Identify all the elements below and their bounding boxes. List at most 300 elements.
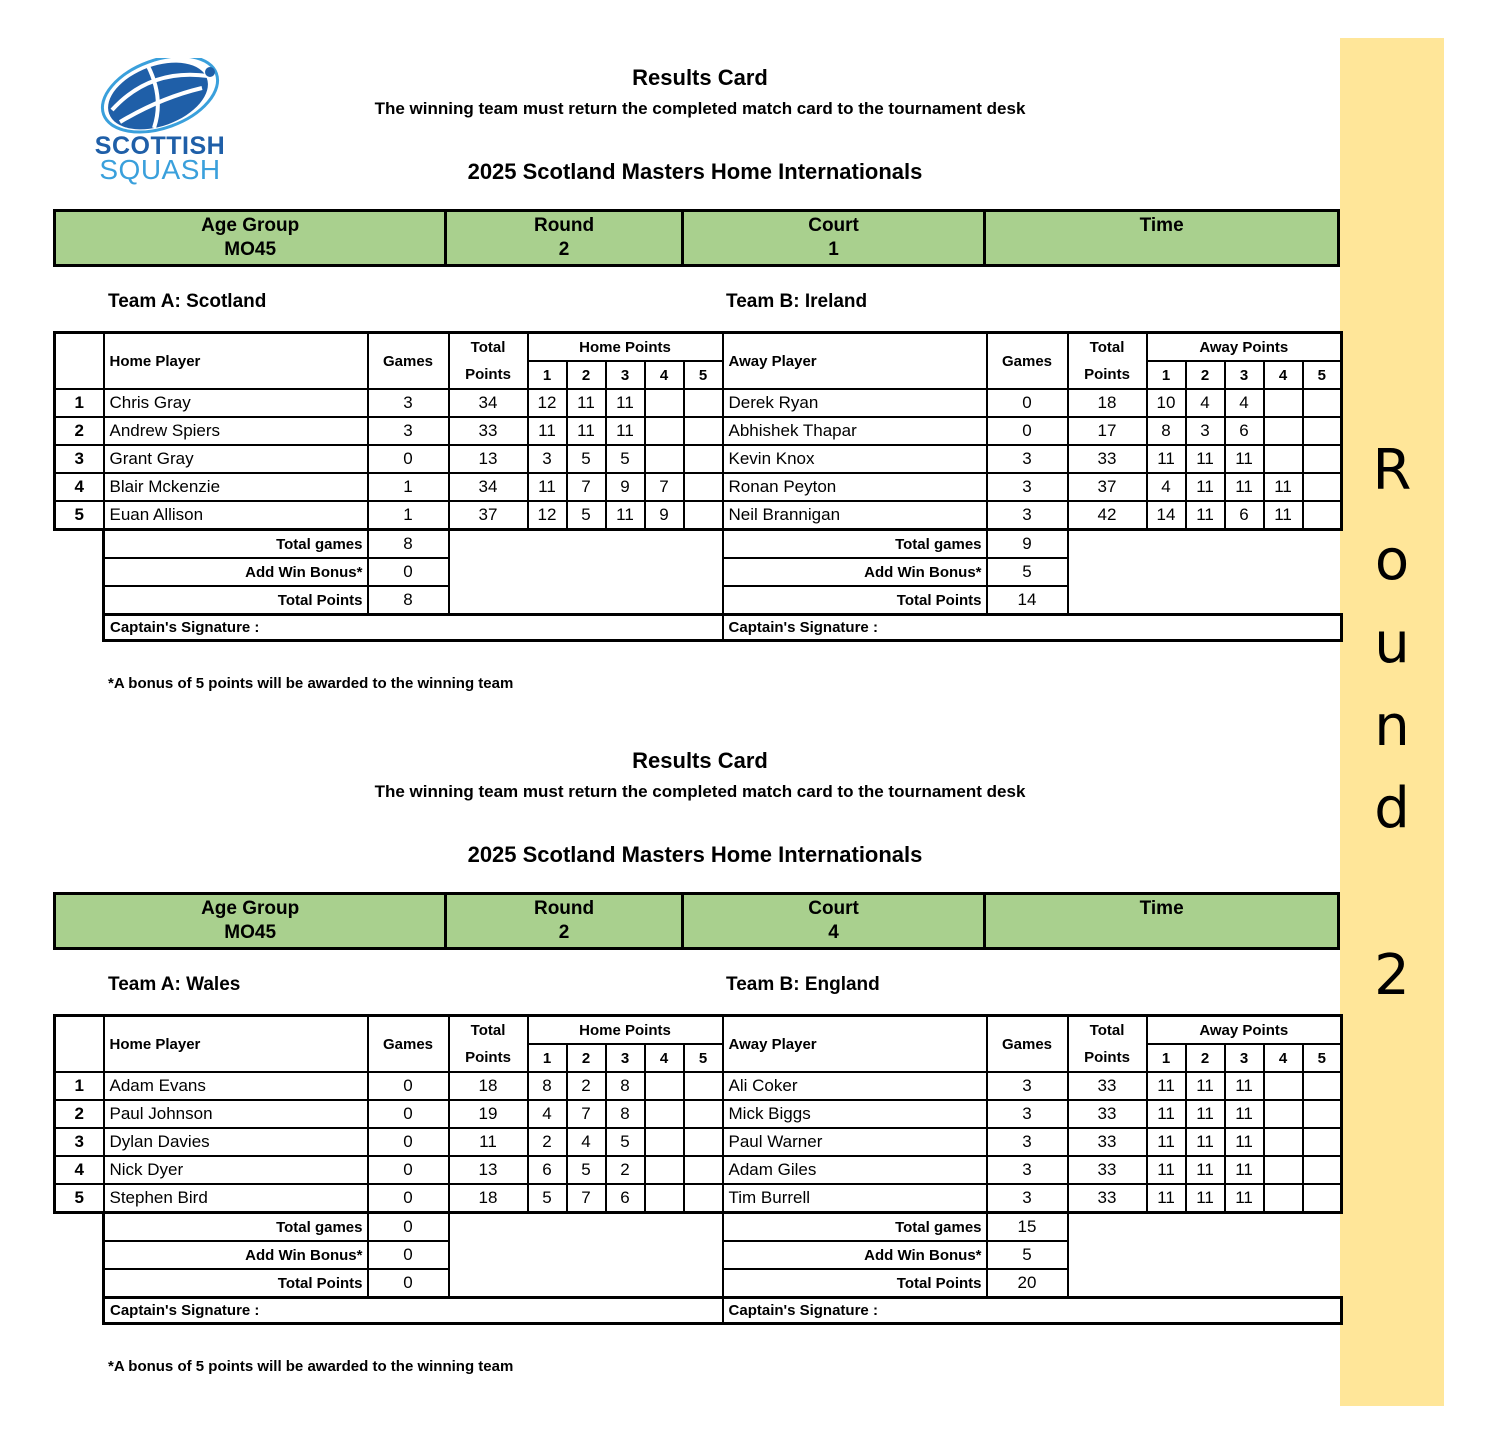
home-total-points: 33 xyxy=(449,417,528,445)
match-info-bar xyxy=(53,892,1340,950)
card-title: Results Card xyxy=(632,748,768,773)
game-number-header: 4 xyxy=(645,1044,684,1072)
home-game-score xyxy=(645,1156,684,1184)
row-index-header xyxy=(55,333,104,390)
total-header: Total xyxy=(449,1016,528,1045)
row-number: 3 xyxy=(55,1128,104,1156)
away-games: 0 xyxy=(987,417,1068,445)
away-game-score xyxy=(1303,1156,1342,1184)
table-row xyxy=(55,389,1342,417)
home-total-points: 13 xyxy=(449,1156,528,1184)
logo-line2: SQUASH xyxy=(99,154,221,185)
away-player-header: Away Player xyxy=(723,1016,987,1073)
game-number-header: 1 xyxy=(1147,1044,1186,1072)
away-game-score xyxy=(1264,417,1303,445)
banner-letter: R xyxy=(1372,438,1412,503)
away-game-score xyxy=(1303,389,1342,417)
game-number-header: 5 xyxy=(1303,1044,1342,1072)
home-points-header: Home Points xyxy=(528,1016,723,1045)
home-player-name: Blair Mckenzie xyxy=(104,473,368,501)
banner-letter: o xyxy=(1374,528,1410,593)
away-total-points: 42 xyxy=(1068,501,1147,530)
home-game-score xyxy=(684,501,723,530)
home-total-points: 34 xyxy=(449,473,528,501)
home-game-score xyxy=(684,473,723,501)
results-table xyxy=(53,1014,1343,1325)
points-header: Points xyxy=(1068,1044,1147,1072)
card-subtitle: The winning team must return the completed match card to the tournament desk xyxy=(374,99,1026,118)
away-player-name: Mick Biggs xyxy=(723,1100,987,1128)
away-games: 3 xyxy=(987,473,1068,501)
game-number-header: 2 xyxy=(1186,361,1225,389)
home-game-score: 8 xyxy=(606,1100,645,1128)
home-games: 0 xyxy=(368,445,449,473)
game-number-header: 3 xyxy=(1225,361,1264,389)
home-games: 0 xyxy=(368,1156,449,1184)
away-game-score xyxy=(1303,1072,1342,1100)
away-game-score xyxy=(1264,1128,1303,1156)
away-player-name: Ronan Peyton xyxy=(723,473,987,501)
total-points-label: Total Points xyxy=(723,586,987,615)
away-game-score xyxy=(1303,501,1342,530)
table-row xyxy=(55,1156,1342,1184)
home-games: 3 xyxy=(368,389,449,417)
team-a-label: Team A: Scotland xyxy=(108,291,267,312)
away-game-score: 6 xyxy=(1225,501,1264,530)
banner-letter: u xyxy=(1374,611,1410,676)
away-game-score: 11 xyxy=(1147,1128,1186,1156)
row-number: 2 xyxy=(55,417,104,445)
info-label: Time xyxy=(1139,898,1184,919)
home-game-score: 5 xyxy=(528,1184,567,1213)
away-games: 3 xyxy=(987,1100,1068,1128)
win-bonus-label: Add Win Bonus* xyxy=(104,1241,368,1269)
away-games: 3 xyxy=(987,1072,1068,1100)
away-player-name: Paul Warner xyxy=(723,1128,987,1156)
away-game-score xyxy=(1264,1072,1303,1100)
info-round xyxy=(446,211,683,266)
away-game-score: 11 xyxy=(1225,1100,1264,1128)
total-games-label: Total games xyxy=(104,1213,368,1242)
info-time xyxy=(985,211,1339,266)
away-player-name: Tim Burrell xyxy=(723,1184,987,1213)
away-game-score xyxy=(1303,1100,1342,1128)
away-game-score xyxy=(1264,1156,1303,1184)
row-index-header xyxy=(55,1016,104,1073)
points-header: Points xyxy=(1068,361,1147,389)
squash-ball-icon xyxy=(90,58,230,138)
banner-letter: n xyxy=(1374,694,1410,759)
home-player-name: Andrew Spiers xyxy=(104,417,368,445)
home-game-score: 6 xyxy=(606,1184,645,1213)
home-game-score: 11 xyxy=(567,417,606,445)
away-game-score xyxy=(1264,1184,1303,1213)
info-value: 1 xyxy=(828,239,839,260)
home-game-score: 9 xyxy=(645,501,684,530)
win-bonus-label: Add Win Bonus* xyxy=(723,558,987,586)
away-total-points: 37 xyxy=(1068,473,1147,501)
info-age-group xyxy=(55,211,446,266)
home-game-score xyxy=(645,1128,684,1156)
info-court xyxy=(682,211,984,266)
home-games: 3 xyxy=(368,417,449,445)
win-bonus-label: Add Win Bonus* xyxy=(723,1241,987,1269)
away-game-score xyxy=(1264,1100,1303,1128)
signature-row xyxy=(55,1298,1342,1324)
info-label: Court xyxy=(808,215,859,236)
game-number-header: 1 xyxy=(528,361,567,389)
away-captain-signature[interactable]: Captain's Signature : xyxy=(723,1298,1342,1324)
away-game-score: 11 xyxy=(1225,445,1264,473)
game-number-header: 5 xyxy=(1303,361,1342,389)
away-game-score: 4 xyxy=(1147,473,1186,501)
home-game-score: 11 xyxy=(528,417,567,445)
scottish-squash-logo xyxy=(90,58,230,188)
home-game-score: 5 xyxy=(567,445,606,473)
games-header: Games xyxy=(987,333,1068,390)
away-game-score: 11 xyxy=(1225,1128,1264,1156)
info-court xyxy=(682,894,984,949)
away-game-score: 11 xyxy=(1186,1072,1225,1100)
home-game-score xyxy=(645,1184,684,1213)
home-game-score: 7 xyxy=(645,473,684,501)
home-player-name: Stephen Bird xyxy=(104,1184,368,1213)
home-total-games-value: 8 xyxy=(368,530,449,559)
home-player-name: Chris Gray xyxy=(104,389,368,417)
team-b-label: Team B: Ireland xyxy=(726,291,868,312)
game-number-header: 1 xyxy=(528,1044,567,1072)
away-game-score: 11 xyxy=(1186,445,1225,473)
home-total-points: 18 xyxy=(449,1184,528,1213)
home-game-score: 11 xyxy=(606,501,645,530)
info-round xyxy=(446,894,683,949)
home-player-name: Dylan Davies xyxy=(104,1128,368,1156)
bonus-note: *A bonus of 5 points will be awarded to the winning team xyxy=(108,675,514,692)
away-games: 3 xyxy=(987,501,1068,530)
match-info-bar xyxy=(53,209,1340,267)
game-number-header: 3 xyxy=(606,361,645,389)
home-win-bonus-value: 0 xyxy=(368,558,449,586)
home-total-points: 13 xyxy=(449,445,528,473)
away-player-header: Away Player xyxy=(723,333,987,390)
home-game-score: 5 xyxy=(606,1128,645,1156)
home-game-score: 12 xyxy=(528,501,567,530)
game-number-header: 2 xyxy=(567,361,606,389)
away-points-header: Away Points xyxy=(1147,333,1342,362)
away-game-score: 11 xyxy=(1186,501,1225,530)
row-number: 2 xyxy=(55,1100,104,1128)
info-label: Court xyxy=(808,898,859,919)
home-game-score: 2 xyxy=(528,1128,567,1156)
team-b-label: Team B: England xyxy=(726,974,880,995)
total-games-label: Total games xyxy=(104,530,368,559)
home-total-points: 34 xyxy=(449,389,528,417)
home-player-name: Euan Allison xyxy=(104,501,368,530)
home-game-score: 5 xyxy=(567,501,606,530)
away-total-points: 33 xyxy=(1068,1100,1147,1128)
home-game-score xyxy=(684,417,723,445)
away-total-games-value: 15 xyxy=(987,1213,1068,1242)
event-title: 2025 Scotland Masters Home Internationals xyxy=(467,842,923,867)
info-time xyxy=(985,894,1339,949)
home-game-score: 7 xyxy=(567,473,606,501)
games-header: Games xyxy=(368,333,449,390)
points-header: Points xyxy=(449,361,528,389)
away-points-header: Away Points xyxy=(1147,1016,1342,1045)
away-game-score xyxy=(1303,1128,1342,1156)
round-banner xyxy=(1340,38,1444,1406)
info-label: Round xyxy=(533,898,595,919)
away-games: 3 xyxy=(987,445,1068,473)
card-title: Results Card xyxy=(632,65,768,90)
team-a-label: Team A: Wales xyxy=(108,974,241,995)
row-number: 5 xyxy=(55,1184,104,1213)
info-label: Age Group xyxy=(201,215,300,236)
row-number: 4 xyxy=(55,1156,104,1184)
away-player-name: Derek Ryan xyxy=(723,389,987,417)
home-game-score xyxy=(645,445,684,473)
game-number-header: 4 xyxy=(1264,361,1303,389)
away-game-score xyxy=(1303,417,1342,445)
home-game-score: 4 xyxy=(567,1128,606,1156)
away-game-score: 11 xyxy=(1147,1156,1186,1184)
game-number-header: 2 xyxy=(567,1044,606,1072)
away-game-score: 11 xyxy=(1264,473,1303,501)
away-win-bonus-value: 5 xyxy=(987,1241,1068,1269)
away-game-score: 4 xyxy=(1225,389,1264,417)
away-game-score: 11 xyxy=(1186,1184,1225,1213)
home-game-score: 7 xyxy=(567,1184,606,1213)
info-label: Time xyxy=(1139,215,1184,236)
away-game-score xyxy=(1303,473,1342,501)
home-game-score xyxy=(684,1128,723,1156)
row-number: 1 xyxy=(55,389,104,417)
info-value: 2 xyxy=(558,922,570,943)
away-player-name: Abhishek Thapar xyxy=(723,417,987,445)
away-game-score: 8 xyxy=(1147,417,1186,445)
home-game-score: 8 xyxy=(606,1072,645,1100)
home-game-score xyxy=(684,1156,723,1184)
home-game-score: 2 xyxy=(567,1072,606,1100)
home-game-score: 11 xyxy=(528,473,567,501)
games-header: Games xyxy=(987,1016,1068,1073)
away-game-score: 11 xyxy=(1186,1100,1225,1128)
game-number-header: 4 xyxy=(645,361,684,389)
info-value: 4 xyxy=(828,922,839,943)
home-total-points: 19 xyxy=(449,1100,528,1128)
home-captain-signature[interactable]: Captain's Signature : xyxy=(104,615,723,641)
game-number-header: 5 xyxy=(684,1044,723,1072)
info-value: MO45 xyxy=(224,922,277,943)
game-number-header: 3 xyxy=(606,1044,645,1072)
event-title: 2025 Scotland Masters Home Internationals xyxy=(467,159,923,184)
away-game-score: 11 xyxy=(1186,1128,1225,1156)
away-total-points: 33 xyxy=(1068,1072,1147,1100)
away-game-score xyxy=(1303,445,1342,473)
home-game-score: 8 xyxy=(528,1072,567,1100)
away-game-score: 11 xyxy=(1186,473,1225,501)
home-games: 1 xyxy=(368,501,449,530)
card-subtitle: The winning team must return the completed match card to the tournament desk xyxy=(374,782,1026,801)
away-game-score: 6 xyxy=(1225,417,1264,445)
away-games: 0 xyxy=(987,389,1068,417)
game-number-header: 3 xyxy=(1225,1044,1264,1072)
home-game-score: 9 xyxy=(606,473,645,501)
home-games: 0 xyxy=(368,1072,449,1100)
away-total-points-value: 14 xyxy=(987,586,1068,615)
home-player-header: Home Player xyxy=(104,333,368,390)
home-game-score: 11 xyxy=(606,417,645,445)
away-total-points: 17 xyxy=(1068,417,1147,445)
total-games-label: Total games xyxy=(723,530,987,559)
away-game-score xyxy=(1264,445,1303,473)
game-number-header: 5 xyxy=(684,361,723,389)
table-row xyxy=(55,445,1342,473)
home-game-score xyxy=(645,389,684,417)
home-total-points: 18 xyxy=(449,1072,528,1100)
home-game-score xyxy=(684,389,723,417)
away-total-games-value: 9 xyxy=(987,530,1068,559)
total-points-label: Total Points xyxy=(104,1269,368,1298)
home-player-header: Home Player xyxy=(104,1016,368,1073)
home-game-score: 12 xyxy=(528,389,567,417)
home-game-score xyxy=(645,417,684,445)
info-value: 2 xyxy=(558,239,570,260)
home-game-score xyxy=(684,445,723,473)
table-row xyxy=(55,1100,1342,1128)
home-player-name: Nick Dyer xyxy=(104,1156,368,1184)
away-total-points-value: 20 xyxy=(987,1269,1068,1298)
away-player-name: Adam Giles xyxy=(723,1156,987,1184)
banner-letter: d xyxy=(1374,776,1410,841)
away-game-score: 11 xyxy=(1225,1072,1264,1100)
results-table xyxy=(53,331,1343,642)
home-player-name: Adam Evans xyxy=(104,1072,368,1100)
away-total-points: 33 xyxy=(1068,1128,1147,1156)
points-header: Points xyxy=(449,1044,528,1072)
info-age-group xyxy=(55,894,446,949)
home-game-score: 4 xyxy=(528,1100,567,1128)
away-game-score xyxy=(1303,1184,1342,1213)
table-row xyxy=(55,417,1342,445)
home-game-score xyxy=(645,1072,684,1100)
away-game-score: 11 xyxy=(1225,1156,1264,1184)
away-game-score: 4 xyxy=(1186,389,1225,417)
away-win-bonus-value: 5 xyxy=(987,558,1068,586)
away-total-points: 33 xyxy=(1068,1156,1147,1184)
win-bonus-label: Add Win Bonus* xyxy=(104,558,368,586)
away-games: 3 xyxy=(987,1128,1068,1156)
home-player-name: Paul Johnson xyxy=(104,1100,368,1128)
games-header: Games xyxy=(368,1016,449,1073)
away-game-score: 14 xyxy=(1147,501,1186,530)
info-label: Round xyxy=(533,215,595,236)
home-games: 0 xyxy=(368,1100,449,1128)
away-game-score: 11 xyxy=(1225,473,1264,501)
home-game-score xyxy=(684,1184,723,1213)
home-win-bonus-value: 0 xyxy=(368,1241,449,1269)
away-total-points: 33 xyxy=(1068,445,1147,473)
bonus-note: *A bonus of 5 points will be awarded to the winning team xyxy=(108,1358,514,1375)
home-player-name: Grant Gray xyxy=(104,445,368,473)
home-total-points: 11 xyxy=(449,1128,528,1156)
home-total-points: 37 xyxy=(449,501,528,530)
summary-row xyxy=(55,530,1342,559)
game-number-header: 2 xyxy=(1186,1044,1225,1072)
total-points-label: Total Points xyxy=(723,1269,987,1298)
table-row xyxy=(55,501,1342,530)
signature-row xyxy=(55,615,1342,641)
away-total-points: 18 xyxy=(1068,389,1147,417)
home-total-points-value: 0 xyxy=(368,1269,449,1298)
row-number: 5 xyxy=(55,501,104,530)
away-games: 3 xyxy=(987,1184,1068,1213)
row-number: 4 xyxy=(55,473,104,501)
home-games: 0 xyxy=(368,1184,449,1213)
home-total-games-value: 0 xyxy=(368,1213,449,1242)
home-game-score: 3 xyxy=(528,445,567,473)
home-game-score: 11 xyxy=(567,389,606,417)
row-number: 3 xyxy=(55,445,104,473)
home-game-score xyxy=(684,1072,723,1100)
home-game-score xyxy=(645,1100,684,1128)
total-games-label: Total games xyxy=(723,1213,987,1242)
home-game-score: 6 xyxy=(528,1156,567,1184)
away-game-score: 11 xyxy=(1147,1072,1186,1100)
away-game-score: 11 xyxy=(1147,1100,1186,1128)
home-points-header: Home Points xyxy=(528,333,723,362)
home-total-points-value: 8 xyxy=(368,586,449,615)
home-captain-signature[interactable]: Captain's Signature : xyxy=(104,1298,723,1324)
away-game-score xyxy=(1264,389,1303,417)
game-number-header: 1 xyxy=(1147,361,1186,389)
away-captain-signature[interactable]: Captain's Signature : xyxy=(723,615,1342,641)
away-player-name: Kevin Knox xyxy=(723,445,987,473)
game-number-header: 4 xyxy=(1264,1044,1303,1072)
info-label: Age Group xyxy=(201,898,300,919)
table-row xyxy=(55,473,1342,501)
total-header: Total xyxy=(1068,1016,1147,1045)
away-games: 3 xyxy=(987,1156,1068,1184)
table-row xyxy=(55,1128,1342,1156)
table-row xyxy=(55,1072,1342,1100)
away-game-score: 3 xyxy=(1186,417,1225,445)
total-header: Total xyxy=(449,333,528,362)
home-games: 0 xyxy=(368,1128,449,1156)
table-row xyxy=(55,1184,1342,1213)
banner-letter: 2 xyxy=(1374,943,1410,1008)
home-game-score xyxy=(684,1100,723,1128)
total-points-label: Total Points xyxy=(104,586,368,615)
away-game-score: 11 xyxy=(1186,1156,1225,1184)
home-games: 1 xyxy=(368,473,449,501)
home-game-score: 11 xyxy=(606,389,645,417)
away-game-score: 10 xyxy=(1147,389,1186,417)
away-total-points: 33 xyxy=(1068,1184,1147,1213)
info-value: MO45 xyxy=(224,239,277,260)
total-header: Total xyxy=(1068,333,1147,362)
away-player-name: Neil Brannigan xyxy=(723,501,987,530)
home-game-score: 5 xyxy=(567,1156,606,1184)
logo-line1: SCOTTISH xyxy=(94,132,226,160)
home-game-score: 7 xyxy=(567,1100,606,1128)
away-game-score: 11 xyxy=(1225,1184,1264,1213)
away-player-name: Ali Coker xyxy=(723,1072,987,1100)
row-number: 1 xyxy=(55,1072,104,1100)
summary-row xyxy=(55,1213,1342,1242)
away-game-score: 11 xyxy=(1147,445,1186,473)
away-game-score: 11 xyxy=(1264,501,1303,530)
